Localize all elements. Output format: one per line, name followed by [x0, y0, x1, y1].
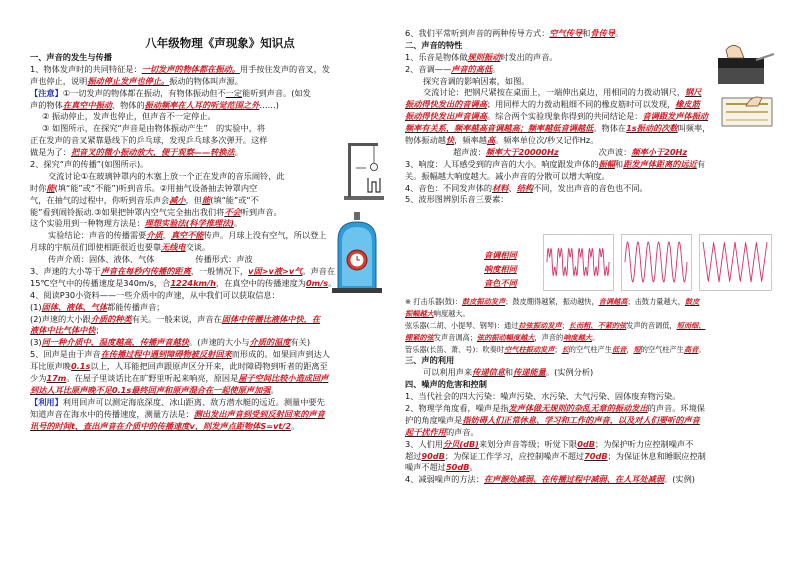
text-line: 少为17m。在屋子里谈话比在旷野里听起来响亮，原因是屋子空间比较小造成回声 [30, 373, 329, 384]
text-line: 物体振动越快，频率越高。频率单位次/秒又记作Hz。 [405, 135, 599, 146]
text-line: ③ 如图所示，在探究“声音是由物体振动产生” 的实验中，将 [42, 123, 266, 134]
text-line: 交流讨论：把钢尺紧按在桌面上，一端伸出桌边，用相同的力拨动钢尺，钢尺 [423, 87, 702, 98]
text-line: 振动得快发出的音调高；用同样大的力拨动粗细不同的橡皮筋时可以发现，橡皮筋 [405, 99, 700, 110]
ruler-hand-figure [716, 40, 776, 86]
text-line: 知道声音在海水中的传播速度，测量方法是：测出发出声音到受到反射回来的声音 [30, 408, 325, 419]
wave-label-loudness: 响度相同 [484, 264, 517, 274]
text-line: 1、物体发声时的共同特征是：一切发声的物体都在振动。用手按住发声的音叉，发 [30, 63, 330, 74]
tuning-fork-figure [338, 138, 390, 202]
text-line: 4、阅读P30小资料——一些介质中的声速，从中我们可以获取信息： [30, 289, 280, 300]
text-line: 液体中比气体中快； [30, 325, 104, 336]
text-line: 5、波形图辨别乐音三要素： [405, 194, 509, 205]
text-line: 3、声速的大小等于声音在每秒内传播的距离，一般情况下，v固>v液>v气。声音在 [30, 266, 336, 277]
text-line: 做是为了：把音叉的微小振动放大，便于观察——转换法。 [30, 147, 243, 158]
text-line: 2、探究“声的传播”(如图所示)。 [30, 159, 149, 170]
text-line: 传声介质：固体、液体、气体 传播形式：声波 [48, 254, 253, 265]
text-line: 声的物体在真空中振动、物体的振动频率在人耳的听觉范围之外……) [30, 99, 279, 110]
document-title: 八年级物理《声现象》知识点 [145, 36, 295, 50]
text-line: 能”看到闹铃振动.③如果把钟罩内空气完全抽出我们将不会听到声音。 [30, 206, 282, 217]
text-line: 振动得快发出声音调高。综合两个实验现象你得到的共同结论是：音调跟发声体振动 [405, 111, 708, 122]
section-heading-1: 一、声音的发生与传播 [30, 52, 112, 62]
text-line: 交流讨论①在玻璃钟罩内的木塞上放一个正在发声的音乐闹铃，此 [48, 170, 285, 181]
text-line: 4、减弱噪声的方法：在声源处减弱、在传播过程中减弱、在人耳处减弱。(实例) [405, 474, 695, 485]
text-line: 管乐器(长笛、萧、号)：吹奏时空气柱振动发声；长的空气柱产生低音，短的空气柱产生高音。 [405, 344, 706, 354]
text-line: 1、当代社会的四大污染：噪声污染、水污染、大气污染、固体废弃物污染。 [405, 391, 681, 402]
text-line: 可以利用声来传递信息和传递能量。(实例分析) [423, 367, 594, 378]
text-line: 超过90dB；为保证工作学习，应控制噪声不超过70dB；为保证休息和睡眠应控制 [405, 450, 706, 461]
wave-label-timbre: 音色不同 [484, 278, 517, 288]
text-line: 时你能(填“能”或“不能”)听到音乐。②用抽气设备抽去钟罩内空 [30, 182, 258, 193]
text-line: 关。振幅越大响度越大。减小声音的分散可以增大响度。 [405, 170, 610, 181]
text-line: 耳比原声晚0.1s以上，人耳能把回声跟原声区分开来，此时障碍物到听者的距离至 [30, 361, 328, 372]
text-line: 2、音调——声音的高低。 [405, 63, 501, 74]
text-line: ※ 打击乐器(鼓)：鼓皮振动发声；鼓皮绷得越紧，振动越快，音调越高；击鼓力量越大，鼓皮 [405, 297, 700, 306]
text-line: 【注意】①一切发声的物体都在振动，有物体振动但不一定能听到声音。(如发 [30, 87, 311, 98]
text-line: 4、音色：不同发声体的材料、结构不同，发出声音的音色也不同。 [405, 182, 648, 193]
text-line: 到达人耳比原声晚不足0.1s最终回声和原声混合在一起使原声加强。 [30, 384, 279, 395]
text-line: (2)声速的大小跟介质的种类有关。一般来说，声音在固体中传播比液体中快，在 [30, 313, 321, 324]
section-heading-2: 二、声音的特性 [405, 39, 463, 50]
bell-jar-figure [328, 212, 386, 294]
text-line: 实验结论：声音的传播需要介质，真空不能传声。月球上没有空气，所以登上 [48, 230, 327, 241]
text-line: 讯号的时间t，查出声音在介质中的传播速度v，则发声点距物体S=vt/2。 [30, 420, 300, 431]
text-line: 噪声不超过50dB。 [405, 462, 478, 473]
waveform-figures [543, 234, 773, 292]
text-line: 气，在抽气的过程中，你听到音乐声会减小，但能(填“能”或“不 [30, 194, 259, 205]
text-line: 1、乐音是物体做规则振动时发出的声音。 [405, 51, 558, 62]
text-line: (3)同一种介质中，温度越高，传播声音越快。(声速的大小与介质的温度有关) [30, 337, 311, 348]
text-line: 护的角度噪声是指妨碍人们正常休息、学习和工作的声音，以及对人们要听的声音 [405, 414, 700, 425]
text-line: 振幅越大响度越大。 [405, 308, 470, 318]
wave-legend [484, 248, 517, 290]
text-line: 弦乐器(二胡、小提琴、钢琴)：通过拉弦振动发声；长而粗、不紧的弦发声的音调低，短而细、 [405, 320, 706, 330]
text-line: 正在发声的音叉紧靠悬线下的乒乓球，发现乒乓球多次弹开。这样 [30, 135, 268, 146]
text-line: 绷紧的弦发声音调高；弦的振动幅度越大，声音的响度越大。 [405, 332, 600, 342]
text-line: 声也停止，说明振动停止发声也停止。振动的物体叫声源。 [30, 75, 243, 86]
section-heading-3: 三、声的利用 [405, 355, 455, 366]
text-line: 月球的宇航员们即使相距很近也要靠无线电交谈。 [30, 242, 211, 253]
text-line: 探究音调的影响因素，如图。 [423, 75, 530, 86]
text-line: 3、响度：人耳感受到的声音的大小。响度跟发声体的振幅和距发声体距离的远近有 [405, 158, 706, 169]
text-line: 起干扰作用的声音。 [405, 426, 479, 437]
text-line: 15℃空气中的传播速度是340m/s，合1224km/h，在真空中的传播速度为0m/s。 [30, 277, 337, 288]
text-line: ② 振动停止，发声也停止，但声音不一定停止。 [42, 111, 216, 122]
text-line: 这个实验用到一种物理方法是：理想实验法(科学推理法)。 [30, 218, 243, 229]
rubber-band-figure [718, 92, 776, 132]
text-line: 超声波：频率大于20000Hz 次声波：频率小于20Hz [453, 146, 688, 157]
text-line: (1)固体、液体、气体都能传播声音； [30, 301, 165, 312]
text-line: 【利用】利用回声可以测定海底深度、冰山距离、敌方潜水艇的远近。测量中要先 [30, 396, 325, 407]
section-heading-4: 四、噪声的危害和控制 [405, 379, 487, 390]
right-column-lower [405, 296, 770, 486]
text-line: 频率有关系，频率越高音调越高；频率越低音调越低。物体在1s振动的次数叫频率， [405, 123, 711, 134]
text-line: 2、物理学角度看，噪声是指发声体做无规则的杂乱无章的振动发出的声音。环境保 [405, 403, 705, 414]
text-line: 6、我们平常听到声音的两种传导方式：空气传导和骨传导。 [405, 28, 624, 38]
text-line: 3、人们用分贝(dB)来划分声音等级；听觉下限0dB；为保护听力应控制噪声不 [405, 438, 694, 449]
wave-label-pitch: 音调相同 [484, 250, 517, 260]
text-line: 5、回声是由于声音在传播过程中遇到障碍物被反射回来而形成的。如果回声到达人 [30, 349, 330, 360]
